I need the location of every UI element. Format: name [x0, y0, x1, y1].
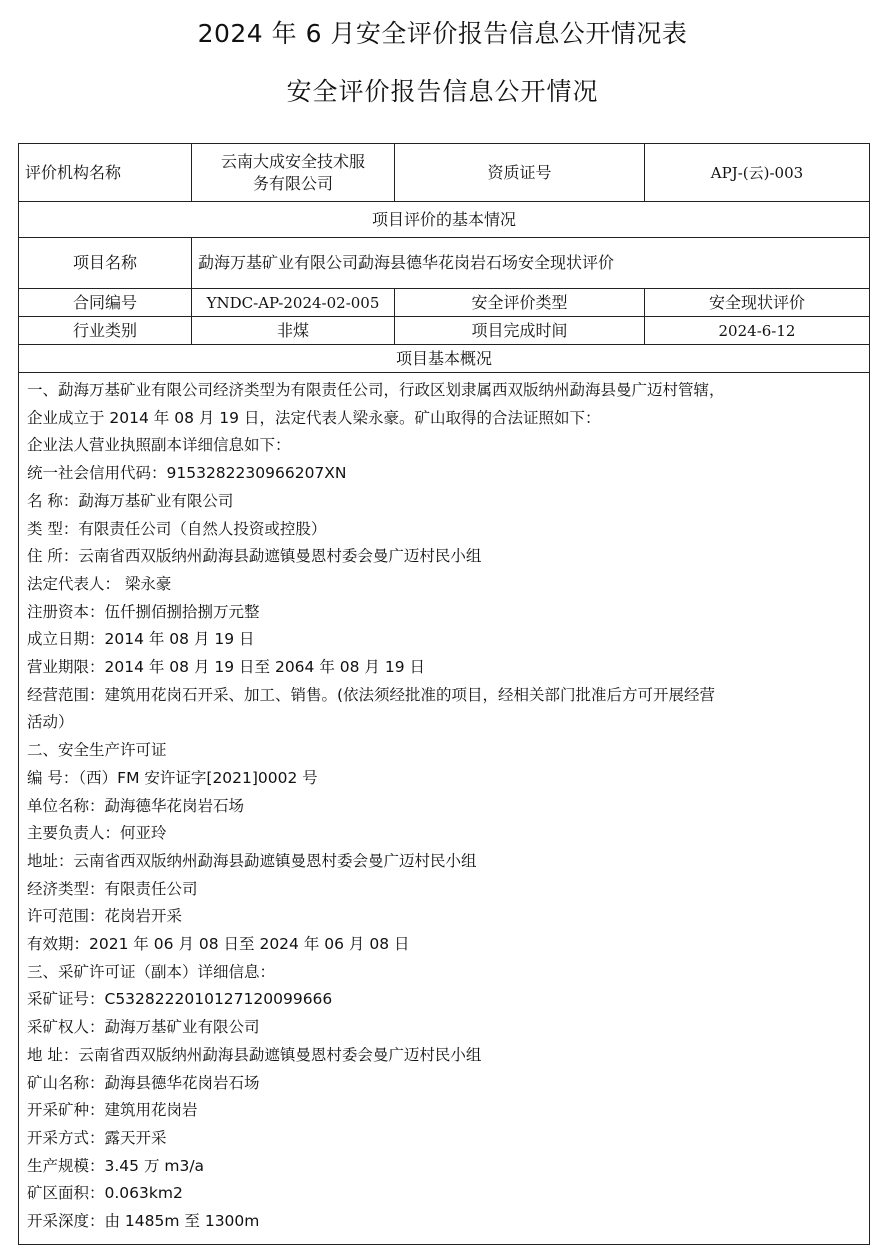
overview-line: 经营范围：建筑用花岗石开采、加工、销售。(依法须经批准的项目，经相关部门批准后方可开展经营: [27, 685, 716, 704]
contract-value: YNDC-AP-2024-02-005: [192, 289, 395, 317]
table-row: [19, 144, 870, 202]
overview-line: 法定代表人： 梁永豪: [27, 574, 172, 593]
overview-line: 一、勐海万基矿业有限公司经济类型为有限责任公司，行政区划隶属西双版纳州勐海县曼广迈村管辖，: [27, 381, 725, 399]
table-row: [19, 317, 870, 345]
overview-line: 二、安全生产许可证: [27, 741, 167, 760]
overview-line: 主要负责人：何亚玲: [27, 824, 167, 843]
project-name-value: 勐海万基矿业有限公司勐海县德华花岗岩石场安全现状评价: [192, 238, 870, 289]
table-row: [19, 289, 870, 317]
finish-label: 项目完成时间: [395, 317, 645, 345]
eval-type-value: 安全现状评价: [645, 289, 870, 317]
org-value-line2: 务有限公司: [252, 173, 333, 193]
overview-line: 地址：云南省西双版纳州勐海县勐遮镇曼恩村委会曼广迈村民小组: [27, 851, 477, 870]
table-row: [19, 373, 870, 1245]
document-subtitle: 安全评价报告信息公开情况: [286, 77, 599, 106]
table-row: [19, 238, 870, 289]
overview-line: 活动）: [27, 713, 74, 732]
overview-line: 名 称：勐海万基矿业有限公司: [27, 491, 234, 510]
overview-line: 地 址：云南省西双版纳州勐海县勐遮镇曼恩村委会曼广迈村民小组: [27, 1045, 482, 1064]
overview-header: 项目基本概况: [19, 345, 870, 373]
overview-line: 注册资本：伍仟捌佰捌拾捌万元整: [27, 602, 260, 621]
overview-line: 矿山名称：勐海县德华花岗岩石场: [27, 1073, 260, 1092]
overview-line: 统一社会信用代码：9153282230966207XN: [27, 464, 347, 483]
overview-line: 开采矿种：建筑用花岗岩: [27, 1101, 198, 1120]
industry-value: 非煤: [192, 317, 395, 345]
overview-line: 生产规模：3.45 万 m3/a: [27, 1156, 205, 1175]
overview-line: 编 号：（西）FM 安许证字[2021]0002 号: [27, 768, 318, 787]
overview-line: 营业期限：2014 年 08 月 19 日至 2064 年 08 月 19 日: [27, 658, 425, 677]
overview-line: 有效期：2021 年 06 月 08 日至 2024 年 06 月 08 日: [27, 935, 410, 954]
overview-body: [19, 373, 870, 1245]
overview-line: 经济类型：有限责任公司: [27, 879, 198, 898]
org-label: 评价机构名称: [19, 144, 192, 202]
disclosure-table: [18, 143, 870, 1245]
cert-label: 资质证号: [395, 144, 645, 202]
finish-value: 2024-6-12: [645, 317, 870, 345]
overview-line: 类 型：有限责任公司（自然人投资或控股）: [27, 519, 327, 538]
org-value: [192, 144, 395, 202]
overview-line: 企业成立于 2014 年 08 月 19 日，法定代表人梁永豪。矿山取得的合法证照如下：: [27, 408, 601, 427]
overview-line: 单位名称：勐海德华花岗岩石场: [27, 796, 245, 815]
org-value-line1: 云南大成安全技术服: [220, 151, 365, 171]
cert-value: APJ-(云)-003: [645, 144, 870, 202]
table-row: [19, 345, 870, 373]
document-title: 2024 年 6 月安全评价报告信息公开情况表: [197, 19, 688, 48]
overview-line: 开采深度：由 1485m 至 1300m: [27, 1212, 260, 1231]
overview-line: 许可范围：花岗岩开采: [27, 907, 183, 926]
project-name-label: 项目名称: [19, 238, 192, 289]
overview-line: 成立日期：2014 年 08 月 19 日: [27, 630, 255, 649]
industry-label: 行业类别: [19, 317, 192, 345]
overview-line: 开采方式：露天开采: [27, 1128, 167, 1147]
overview-line: 采矿权人：勐海万基矿业有限公司: [27, 1018, 260, 1037]
contract-label: 合同编号: [19, 289, 192, 317]
overview-line: 住 所：云南省西双版纳州勐海县勐遮镇曼恩村委会曼广迈村民小组: [27, 547, 482, 566]
overview-line: 采矿证号：C5328222010127120099666: [27, 990, 333, 1009]
overview-line: 矿区面积：0.063km2: [27, 1184, 183, 1203]
overview-line: 三、采矿许可证（副本）详细信息：: [27, 962, 276, 981]
eval-type-label: 安全评价类型: [395, 289, 645, 317]
overview-line: 企业法人营业执照副本详细信息如下：: [27, 436, 291, 455]
table-row: [19, 202, 870, 238]
basic-info-header: 项目评价的基本情况: [19, 202, 870, 238]
